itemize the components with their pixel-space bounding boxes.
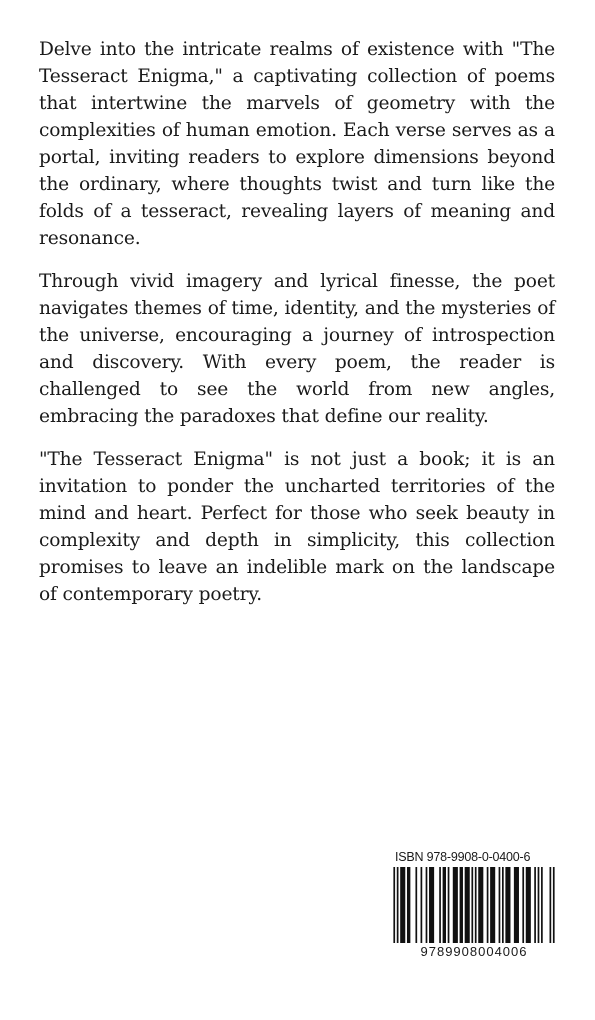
barcode-bar [522, 867, 524, 943]
barcode-bar [426, 867, 428, 943]
barcode-bar [443, 867, 446, 943]
barcode-bar [421, 867, 423, 943]
barcode-bar [429, 867, 434, 943]
barcode-bars [390, 867, 558, 943]
barcode-bar [490, 867, 495, 943]
barcode-bar [526, 867, 531, 943]
barcode-bar [453, 867, 458, 943]
blurb-paragraph-2: Through vivid imagery and lyrical finesse, the poet navigates themes of time, identity, and the mysteries of the universe, encouraging a journey of introspection and discovery. With every poem, the reader is challenged to see the world from new angles, embracing the paradoxes that define our reality. [39, 271, 555, 427]
barcode-bar [407, 867, 410, 943]
barcode-bar [393, 867, 395, 943]
barcode-bar [541, 867, 543, 943]
barcode-bar [415, 867, 417, 943]
barcode-bar [538, 867, 540, 943]
barcode-bar [448, 867, 450, 943]
barcode-bar [397, 867, 399, 943]
isbn-label: ISBN 978-9908-0-0400-6 [395, 850, 531, 864]
barcode-bar [499, 867, 501, 943]
barcode-bar [534, 867, 536, 943]
barcode-bar [505, 867, 510, 943]
barcode-bar [460, 867, 463, 943]
isbn-barcode [390, 850, 558, 959]
blurb-paragraph-1: Delve into the intricate realms of existence with "The Tesseract Enigma," a captivating collection of poems that intertwine the marvels of geometry with the complexities of human emotion. Each verse serves as a portal, inviting readers to explore dimensions beyond the ordinary, where thoughts twist and turn like the folds of a tesseract, revealing layers of meaning and resonance. [39, 39, 555, 249]
barcode-bar [465, 867, 470, 943]
barcode-bar [471, 867, 473, 943]
barcode-bar [553, 867, 555, 943]
barcode-bar [400, 867, 405, 943]
barcode-bar [487, 867, 489, 943]
barcode-bar [475, 867, 477, 943]
back-cover-blurb [39, 36, 555, 624]
barcode-bar [478, 867, 483, 943]
barcode-bar [502, 867, 504, 943]
ean-number: 9789908004006 [420, 944, 528, 959]
barcode-bar [514, 867, 519, 943]
barcode-bar [550, 867, 552, 943]
blurb-paragraph-3: "The Tesseract Enigma" is not just a book; it is an invitation to ponder the uncharted territories of the mind and heart. Perfect for those who seek beauty in complexity and depth in simplicity, this collection promises to leave an indelible mark on the landscape of contemporary poetry. [39, 449, 555, 605]
barcode-bar [439, 867, 441, 943]
